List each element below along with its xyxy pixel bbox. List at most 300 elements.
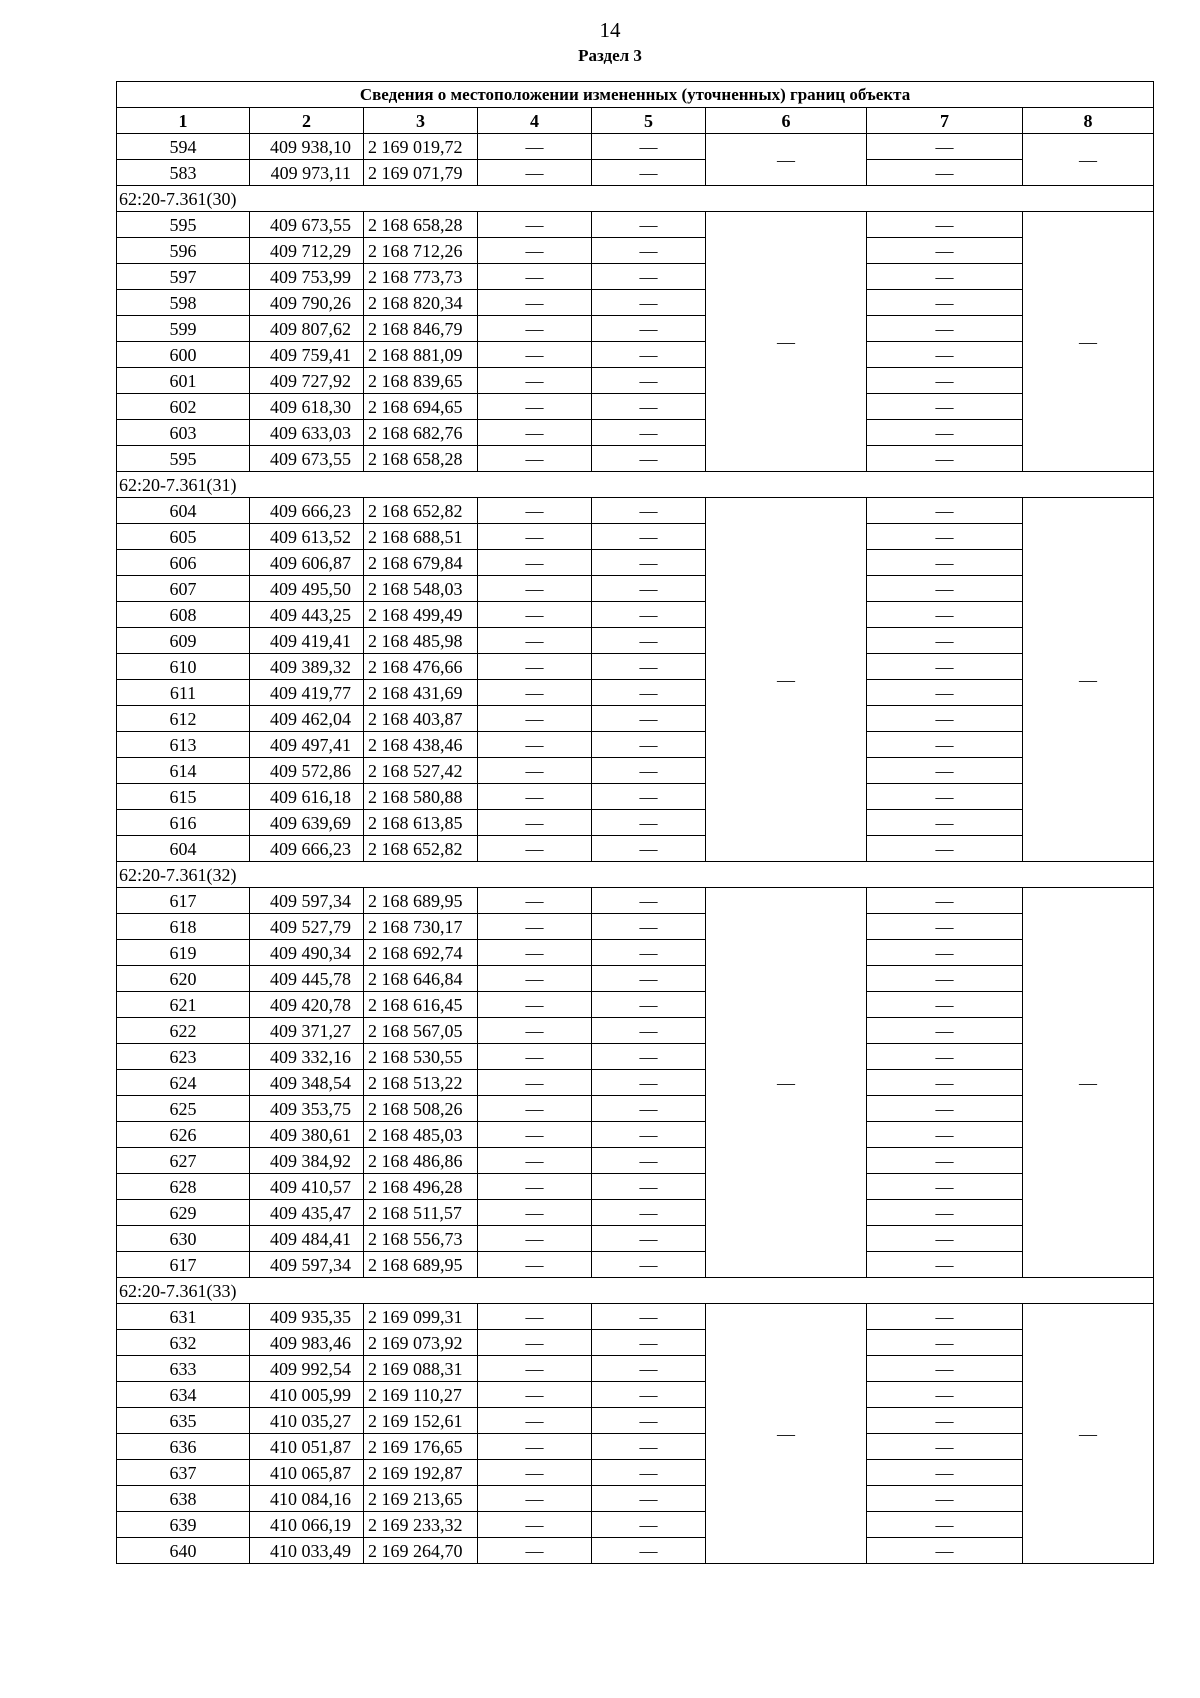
coordinate-y: 2 168 496,28	[364, 1174, 478, 1200]
point-number: 630	[117, 1226, 250, 1252]
point-number: 620	[117, 966, 250, 992]
dash-cell: —	[867, 940, 1023, 966]
table-row	[117, 1252, 1154, 1278]
dash-cell: —	[478, 576, 592, 602]
table-row	[117, 1486, 1154, 1512]
dash-cell: —	[592, 680, 706, 706]
point-number: 608	[117, 602, 250, 628]
coordinate-x: 409 673,55	[250, 212, 364, 238]
coordinate-y: 2 168 658,28	[364, 446, 478, 472]
section-title: Раздел 3	[578, 46, 642, 65]
coordinate-x: 410 084,16	[250, 1486, 364, 1512]
dash-cell: —	[478, 1174, 592, 1200]
dash-cell: —	[592, 888, 706, 914]
dash-cell: —	[592, 1096, 706, 1122]
coordinate-x: 409 712,29	[250, 238, 364, 264]
coordinate-x: 409 371,27	[250, 1018, 364, 1044]
dash-cell: —	[592, 992, 706, 1018]
point-number: 619	[117, 940, 250, 966]
dash-cell: —	[478, 628, 592, 654]
point-number: 633	[117, 1356, 250, 1382]
dash-cell: —	[592, 1486, 706, 1512]
dash-cell: —	[867, 1252, 1023, 1278]
dash-cell: —	[592, 238, 706, 264]
point-number: 609	[117, 628, 250, 654]
point-number: 636	[117, 1434, 250, 1460]
coordinate-y: 2 168 403,87	[364, 706, 478, 732]
table-row	[117, 914, 1154, 940]
point-number: 610	[117, 654, 250, 680]
merged-dash-cell: —	[1023, 134, 1154, 186]
coordinate-x: 409 484,41	[250, 1226, 364, 1252]
point-number: 606	[117, 550, 250, 576]
coordinate-y: 2 169 110,27	[364, 1382, 478, 1408]
point-number: 601	[117, 368, 250, 394]
coordinate-y: 2 168 513,22	[364, 1070, 478, 1096]
dash-cell: —	[478, 524, 592, 550]
dash-cell: —	[867, 524, 1023, 550]
coordinate-x: 409 759,41	[250, 342, 364, 368]
coordinate-x: 409 790,26	[250, 290, 364, 316]
point-number: 595	[117, 212, 250, 238]
point-number: 612	[117, 706, 250, 732]
dash-cell: —	[867, 1174, 1023, 1200]
coordinate-x: 409 633,03	[250, 420, 364, 446]
dash-cell: —	[867, 1122, 1023, 1148]
table-row	[117, 1382, 1154, 1408]
point-number: 638	[117, 1486, 250, 1512]
table-row	[117, 1044, 1154, 1070]
dash-cell: —	[478, 966, 592, 992]
dash-cell: —	[867, 1200, 1023, 1226]
coordinate-y: 2 168 730,17	[364, 914, 478, 940]
table-row	[117, 810, 1154, 836]
coordinate-y: 2 168 476,66	[364, 654, 478, 680]
dash-cell: —	[867, 628, 1023, 654]
dash-cell: —	[478, 1018, 592, 1044]
dash-cell: —	[592, 342, 706, 368]
point-number: 614	[117, 758, 250, 784]
point-number: 617	[117, 1252, 250, 1278]
coordinate-x: 409 348,54	[250, 1070, 364, 1096]
dash-cell: —	[478, 1304, 592, 1330]
coordinate-y: 2 168 689,95	[364, 888, 478, 914]
coordinate-x: 409 606,87	[250, 550, 364, 576]
dash-cell: —	[478, 134, 592, 160]
table-row	[117, 368, 1154, 394]
coordinate-x: 410 033,49	[250, 1538, 364, 1564]
coordinate-x: 409 983,46	[250, 1330, 364, 1356]
coordinate-x: 409 597,34	[250, 1252, 364, 1278]
dash-cell: —	[867, 1304, 1023, 1330]
table-row	[117, 1512, 1154, 1538]
coordinate-y: 2 168 616,45	[364, 992, 478, 1018]
coordinate-y: 2 168 527,42	[364, 758, 478, 784]
point-number: 626	[117, 1122, 250, 1148]
table-row	[117, 1304, 1154, 1330]
coordinate-y: 2 168 712,26	[364, 238, 478, 264]
column-number: 8	[1023, 108, 1154, 134]
dash-cell: —	[592, 264, 706, 290]
dash-cell: —	[592, 1356, 706, 1382]
coordinate-x: 409 497,41	[250, 732, 364, 758]
coordinate-y: 2 168 881,09	[364, 342, 478, 368]
coordinate-y: 2 168 692,74	[364, 940, 478, 966]
coordinate-y: 2 168 694,65	[364, 394, 478, 420]
table-row	[117, 602, 1154, 628]
dash-cell: —	[592, 290, 706, 316]
table-row	[117, 1070, 1154, 1096]
point-number: 604	[117, 836, 250, 862]
coordinate-x: 409 353,75	[250, 1096, 364, 1122]
table-row	[117, 1174, 1154, 1200]
dash-cell: —	[478, 1330, 592, 1356]
column-number: 6	[706, 108, 867, 134]
merged-dash-cell: —	[706, 1304, 867, 1564]
dash-cell: —	[592, 1538, 706, 1564]
table-row	[117, 446, 1154, 472]
coordinate-x: 409 384,92	[250, 1148, 364, 1174]
coordinate-y: 2 168 658,28	[364, 212, 478, 238]
table-row	[117, 316, 1154, 342]
coordinate-x: 409 389,32	[250, 654, 364, 680]
dash-cell: —	[478, 1512, 592, 1538]
table-row	[117, 966, 1154, 992]
group-header-row	[117, 186, 1154, 212]
dash-cell: —	[867, 1226, 1023, 1252]
coordinate-x: 409 462,04	[250, 706, 364, 732]
dash-cell: —	[867, 576, 1023, 602]
coordinate-y: 2 168 820,34	[364, 290, 478, 316]
dash-cell: —	[867, 1330, 1023, 1356]
coordinate-y: 2 169 176,65	[364, 1434, 478, 1460]
dash-cell: —	[867, 1148, 1023, 1174]
point-number: 596	[117, 238, 250, 264]
dash-cell: —	[478, 1538, 592, 1564]
dash-cell: —	[867, 264, 1023, 290]
dash-cell: —	[867, 1408, 1023, 1434]
dash-cell: —	[478, 706, 592, 732]
coordinate-x: 409 992,54	[250, 1356, 364, 1382]
point-number: 594	[117, 134, 250, 160]
table-row	[117, 394, 1154, 420]
coordinate-y: 2 169 071,79	[364, 160, 478, 186]
dash-cell: —	[478, 810, 592, 836]
table-row	[117, 160, 1154, 186]
dash-cell: —	[478, 1486, 592, 1512]
dash-cell: —	[867, 914, 1023, 940]
point-number: 603	[117, 420, 250, 446]
coordinate-x: 409 666,23	[250, 498, 364, 524]
dash-cell: —	[867, 706, 1023, 732]
dash-cell: —	[867, 290, 1023, 316]
coordinate-y: 2 168 438,46	[364, 732, 478, 758]
table-row	[117, 1200, 1154, 1226]
dash-cell: —	[867, 1096, 1023, 1122]
dash-cell: —	[592, 810, 706, 836]
point-number: 595	[117, 446, 250, 472]
dash-cell: —	[867, 888, 1023, 914]
dash-cell: —	[592, 446, 706, 472]
coordinate-x: 409 973,11	[250, 160, 364, 186]
dash-cell: —	[478, 1408, 592, 1434]
coordinates-table	[116, 81, 1154, 1564]
coordinate-y: 2 169 192,87	[364, 1460, 478, 1486]
dash-cell: —	[592, 1460, 706, 1486]
dash-cell: —	[867, 550, 1023, 576]
table-row	[117, 836, 1154, 862]
coordinate-y: 2 168 431,69	[364, 680, 478, 706]
point-number: 613	[117, 732, 250, 758]
dash-cell: —	[478, 160, 592, 186]
dash-cell: —	[478, 550, 592, 576]
point-number: 615	[117, 784, 250, 810]
dash-cell: —	[592, 1174, 706, 1200]
cadastral-group-label: 62:20-7.361(30)	[117, 186, 1154, 212]
dash-cell: —	[867, 212, 1023, 238]
point-number: 602	[117, 394, 250, 420]
table-row	[117, 784, 1154, 810]
coordinate-x: 409 639,69	[250, 810, 364, 836]
table-row	[117, 1226, 1154, 1252]
dash-cell: —	[592, 628, 706, 654]
dash-cell: —	[592, 1512, 706, 1538]
point-number: 640	[117, 1538, 250, 1564]
dash-cell: —	[478, 602, 592, 628]
coordinate-y: 2 169 073,92	[364, 1330, 478, 1356]
dash-cell: —	[592, 316, 706, 342]
table-row	[117, 1018, 1154, 1044]
dash-cell: —	[478, 342, 592, 368]
coordinate-x: 409 445,78	[250, 966, 364, 992]
dash-cell: —	[592, 654, 706, 680]
coordinate-y: 2 168 486,86	[364, 1148, 478, 1174]
dash-cell: —	[867, 758, 1023, 784]
dash-cell: —	[592, 732, 706, 758]
table-caption: Сведения о местоположении измененных (уточненных) границ объекта	[117, 82, 1154, 108]
point-number: 631	[117, 1304, 250, 1330]
dash-cell: —	[592, 1122, 706, 1148]
table-row	[117, 1538, 1154, 1564]
dash-cell: —	[867, 732, 1023, 758]
dash-cell: —	[867, 1512, 1023, 1538]
table-row	[117, 1460, 1154, 1486]
dash-cell: —	[478, 1356, 592, 1382]
dash-cell: —	[592, 1070, 706, 1096]
point-number: 623	[117, 1044, 250, 1070]
point-number: 622	[117, 1018, 250, 1044]
coordinate-y: 2 168 580,88	[364, 784, 478, 810]
dash-cell: —	[867, 316, 1023, 342]
dash-cell: —	[867, 1018, 1023, 1044]
table-row	[117, 290, 1154, 316]
column-number: 3	[364, 108, 478, 134]
table-row	[117, 134, 1154, 160]
dash-cell: —	[592, 1018, 706, 1044]
dash-cell: —	[867, 810, 1023, 836]
coordinate-x: 410 051,87	[250, 1434, 364, 1460]
dash-cell: —	[867, 342, 1023, 368]
dash-cell: —	[478, 368, 592, 394]
dash-cell: —	[592, 1148, 706, 1174]
point-number: 621	[117, 992, 250, 1018]
dash-cell: —	[478, 732, 592, 758]
dash-cell: —	[478, 1070, 592, 1096]
dash-cell: —	[592, 1304, 706, 1330]
dash-cell: —	[867, 1538, 1023, 1564]
dash-cell: —	[592, 1408, 706, 1434]
coordinate-x: 409 753,99	[250, 264, 364, 290]
point-number: 629	[117, 1200, 250, 1226]
dash-cell: —	[478, 1460, 592, 1486]
dash-cell: —	[478, 1044, 592, 1070]
dash-cell: —	[478, 1122, 592, 1148]
dash-cell: —	[478, 394, 592, 420]
coordinate-y: 2 168 646,84	[364, 966, 478, 992]
dash-cell: —	[592, 1200, 706, 1226]
point-number: 632	[117, 1330, 250, 1356]
coordinate-y: 2 168 846,79	[364, 316, 478, 342]
dash-cell: —	[478, 758, 592, 784]
merged-dash-cell: —	[706, 212, 867, 472]
coordinate-y: 2 169 264,70	[364, 1538, 478, 1564]
table-row	[117, 550, 1154, 576]
dash-cell: —	[867, 134, 1023, 160]
table-row	[117, 992, 1154, 1018]
table-row	[117, 758, 1154, 784]
coordinate-y: 2 169 088,31	[364, 1356, 478, 1382]
dash-cell: —	[592, 394, 706, 420]
dash-cell: —	[592, 1434, 706, 1460]
column-number: 1	[117, 108, 250, 134]
table-row	[117, 1330, 1154, 1356]
dash-cell: —	[478, 1200, 592, 1226]
table-row	[117, 1356, 1154, 1382]
coordinate-x: 409 527,79	[250, 914, 364, 940]
coordinate-y: 2 168 556,73	[364, 1226, 478, 1252]
coordinate-y: 2 168 499,49	[364, 602, 478, 628]
dash-cell: —	[478, 264, 592, 290]
dash-cell: —	[592, 420, 706, 446]
dash-cell: —	[592, 1252, 706, 1278]
dash-cell: —	[867, 498, 1023, 524]
coordinate-x: 409 807,62	[250, 316, 364, 342]
coordinate-y: 2 168 508,26	[364, 1096, 478, 1122]
dash-cell: —	[478, 914, 592, 940]
table-row	[117, 628, 1154, 654]
dash-cell: —	[592, 706, 706, 732]
dash-cell: —	[592, 524, 706, 550]
column-number: 7	[867, 108, 1023, 134]
coordinate-x: 409 938,10	[250, 134, 364, 160]
coordinate-x: 409 616,18	[250, 784, 364, 810]
dash-cell: —	[478, 784, 592, 810]
dash-cell: —	[592, 602, 706, 628]
dash-cell: —	[478, 238, 592, 264]
coordinate-x: 410 005,99	[250, 1382, 364, 1408]
dash-cell: —	[867, 1434, 1023, 1460]
coordinate-y: 2 169 099,31	[364, 1304, 478, 1330]
coordinate-x: 409 332,16	[250, 1044, 364, 1070]
coordinate-y: 2 168 652,82	[364, 498, 478, 524]
merged-dash-cell: —	[1023, 888, 1154, 1278]
table-row	[117, 420, 1154, 446]
coordinate-y: 2 169 233,32	[364, 1512, 478, 1538]
coordinate-y: 2 168 689,95	[364, 1252, 478, 1278]
coordinate-y: 2 168 679,84	[364, 550, 478, 576]
dash-cell: —	[867, 992, 1023, 1018]
coordinate-y: 2 168 688,51	[364, 524, 478, 550]
point-number: 598	[117, 290, 250, 316]
column-number: 2	[250, 108, 364, 134]
table-row	[117, 1148, 1154, 1174]
dash-cell: —	[867, 1044, 1023, 1070]
dash-cell: —	[592, 160, 706, 186]
dash-cell: —	[592, 212, 706, 238]
merged-dash-cell: —	[1023, 1304, 1154, 1564]
point-number: 599	[117, 316, 250, 342]
table-row	[117, 706, 1154, 732]
cadastral-group-label: 62:20-7.361(32)	[117, 862, 1154, 888]
dash-cell: —	[867, 238, 1023, 264]
dash-cell: —	[478, 1252, 592, 1278]
coordinate-y: 2 168 511,57	[364, 1200, 478, 1226]
table-row	[117, 732, 1154, 758]
dash-cell: —	[867, 368, 1023, 394]
dash-cell: —	[478, 316, 592, 342]
dash-cell: —	[478, 680, 592, 706]
dash-cell: —	[867, 654, 1023, 680]
dash-cell: —	[592, 1330, 706, 1356]
dash-cell: —	[478, 836, 592, 862]
table-row	[117, 498, 1154, 524]
table-row	[117, 238, 1154, 264]
dash-cell: —	[867, 160, 1023, 186]
table-row	[117, 1434, 1154, 1460]
group-header-row	[117, 472, 1154, 498]
coordinate-x: 410 066,19	[250, 1512, 364, 1538]
dash-cell: —	[867, 602, 1023, 628]
group-header-row	[117, 1278, 1154, 1304]
coordinate-y: 2 168 530,55	[364, 1044, 478, 1070]
coordinate-x: 409 419,77	[250, 680, 364, 706]
merged-dash-cell: —	[706, 134, 867, 186]
dash-cell: —	[592, 1382, 706, 1408]
coordinate-y: 2 168 839,65	[364, 368, 478, 394]
table-row	[117, 654, 1154, 680]
dash-cell: —	[867, 394, 1023, 420]
dash-cell: —	[478, 212, 592, 238]
coordinate-y: 2 168 773,73	[364, 264, 478, 290]
dash-cell: —	[867, 784, 1023, 810]
column-number: 4	[478, 108, 592, 134]
dash-cell: —	[592, 1226, 706, 1252]
dash-cell: —	[867, 680, 1023, 706]
dash-cell: —	[867, 446, 1023, 472]
coordinate-y: 2 168 567,05	[364, 1018, 478, 1044]
point-number: 607	[117, 576, 250, 602]
coordinate-y: 2 169 152,61	[364, 1408, 478, 1434]
dash-cell: —	[867, 836, 1023, 862]
point-number: 597	[117, 264, 250, 290]
coordinate-y: 2 168 682,76	[364, 420, 478, 446]
table-row	[117, 940, 1154, 966]
coordinate-y: 2 168 485,03	[364, 1122, 478, 1148]
point-number: 583	[117, 160, 250, 186]
point-number: 635	[117, 1408, 250, 1434]
coordinate-x: 409 666,23	[250, 836, 364, 862]
merged-dash-cell: —	[1023, 498, 1154, 862]
